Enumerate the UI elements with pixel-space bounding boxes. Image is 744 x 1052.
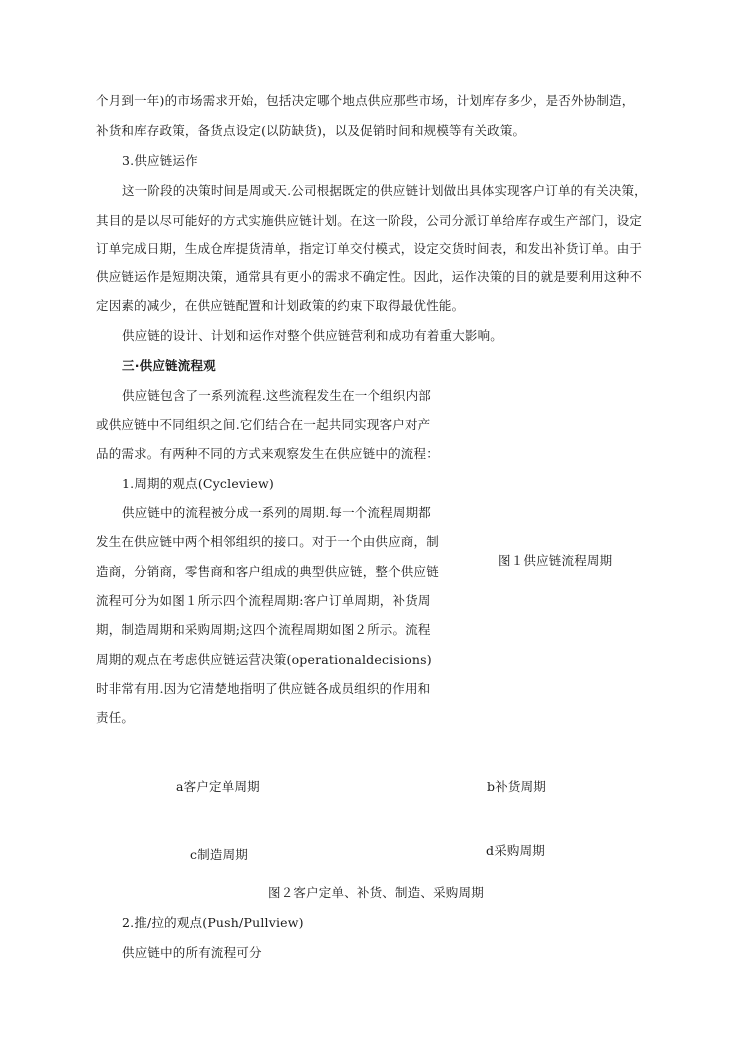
section3-line-2: 其目的是以尽可能好的方式实施供应链计划。在这一阶段，公司分派订单给库存或生产部门，设定	[96, 213, 643, 228]
cycle-view-line-7: 时非常有用.因为它清楚地指明了供应链各成员组织的作用和	[96, 681, 431, 696]
cycle-view-line-4: 流程可分为如图１所示四个流程周期:客户订单周期，补货周	[96, 593, 431, 608]
section3-line-4: 供应链运作是短期决策，通常具有更小的需求不确定性。因此，运作决策的目的就是要利用这种不	[96, 269, 643, 284]
figure2-label-c: c制造周期	[190, 847, 249, 862]
intro-line-2: 补货和库存政策，备货点设定(以防缺货)，以及促销时间和规模等有关政策。	[96, 123, 526, 138]
cycle-view-line-1: 供应链中的流程被分成一系列的周期.每一个流程周期都	[122, 505, 431, 520]
section3-line-1: 这一阶段的决策时间是周或天.公司根据既定的供应链计划做出具体实现客户订单的有关决策，	[122, 183, 647, 198]
cycle-view-line-5: 期，制造周期和采购周期;这四个流程周期如图２所示。流程	[96, 622, 431, 637]
figure2-caption: 图２客户定单、补货、制造、采购周期	[268, 885, 484, 900]
cycle-view-line-3: 造商，分销商，零售商和客户组成的典型供应链，整个供应链	[96, 564, 439, 579]
part3-heading: 三·供应链流程观	[122, 358, 216, 373]
part3-line-2: 或供应链中不同组织之间.它们结合在一起共同实现客户对产	[96, 417, 431, 432]
cycle-view-line-8: 责任。	[96, 710, 135, 725]
cycle-view-line-6: 周期的观点在考虑供应链运营决策(operationaldecisions)	[96, 652, 432, 667]
cycle-view-line-2: 发生在供应链中两个相邻组织的接口。对于一个由供应商，制	[96, 534, 439, 549]
section3-title: 3.供应链运作	[122, 153, 198, 168]
cycle-view-title: 1.周期的观点(Cycleview)	[122, 476, 274, 491]
figure1-caption: 图１供应链流程周期	[498, 553, 613, 568]
section3-line-5: 定因素的减少，在供应链配置和计划政策的约束下取得最优性能。	[96, 298, 465, 313]
section3-summary: 供应链的设计、计划和运作对整个供应链营利和成功有着重大影响。	[122, 328, 504, 343]
figure2-label-b: b补货周期	[487, 779, 547, 794]
figure2-label-a: a客户定单周期	[176, 779, 260, 794]
push-pull-line-1: 供应链中的所有流程可分	[122, 945, 262, 960]
part3-line-3: 品的需求。有两种不同的方式来观察发生在供应链中的流程：	[96, 446, 439, 461]
intro-line-1: 个月到一年)的市场需求开始，包括决定哪个地点供应那些市场，计划库存多少，是否外协制造，	[96, 93, 635, 108]
part3-line-1: 供应链包含了一系列流程.这些流程发生在一个组织内部	[122, 388, 431, 403]
figure2-label-d: d采购周期	[486, 843, 546, 858]
section3-line-3: 订单完成日期，生成仓库提货清单，指定订单交付模式，设定交货时间表，和发出补货订单。由于	[96, 241, 643, 256]
push-pull-title: 2.推/拉的观点(Push/Pullview)	[122, 915, 304, 930]
